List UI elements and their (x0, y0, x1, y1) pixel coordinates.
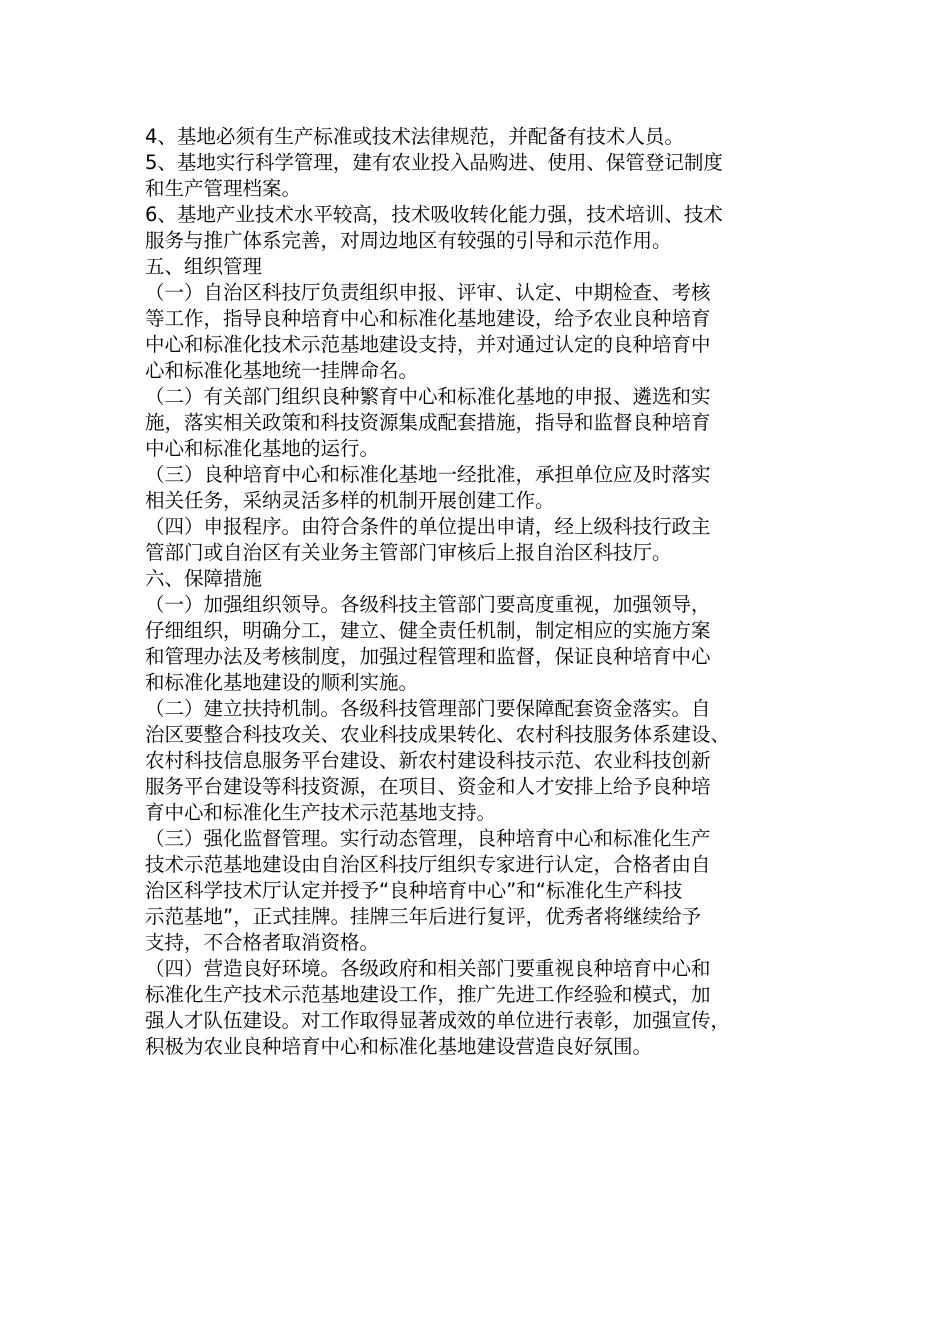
text-line: 标准化生产技术示范基地建设工作，推广先进工作经验和模式，加 (145, 983, 711, 1006)
text-line: 服务平台建设等科技资源，在项目、资金和人才安排上给予良种培 (145, 775, 711, 798)
text-line: 育中心和标准化生产技术示范基地支持。 (145, 801, 497, 824)
text-line: 5、基地实行科学管理，建有农业投入品购进、使用、保管登记制度 (145, 151, 723, 174)
text-line: 施，落实相关政策和科技资源集成配套措施，指导和监督良种培育 (145, 411, 711, 434)
text-line: （二）有关部门组织良种繁育中心和标准化基地的申报、遴选和实 (145, 385, 711, 408)
text-line: （二）建立扶持机制。各级科技管理部门要保障配套资金落实。自 (145, 697, 711, 720)
text-line: 服务与推广体系完善，对周边地区有较强的引导和示范作用。 (145, 229, 672, 252)
text-line: 仔细组织，明确分工，建立、健全责任机制，制定相应的实施方案 (145, 619, 711, 642)
text-line: 和标准化基地建设的顺利实施。 (145, 671, 419, 694)
text-line: 和管理办法及考核制度，加强过程管理和监督，保证良种培育中心 (145, 645, 711, 668)
text-line: 相关任务，采纳灵活多样的机制开展创建工作。 (145, 489, 555, 512)
text-line: 6、基地产业技术水平较高，技术吸收转化能力强，技术培训、技术 (145, 203, 723, 226)
text-line: 支持，不合格者取消资格。 (145, 931, 380, 954)
document-body (145, 124, 825, 1060)
text-line: 心和标准化基地统一挂牌命名。 (145, 359, 419, 382)
text-line: 管部门或自治区有关业务主管部门审核后上报自治区科技厅。 (145, 541, 672, 564)
text-line: 积极为农业良种培育中心和标准化基地建设营造良好氛围。 (145, 1035, 653, 1058)
section-heading: 六、保障措施 (145, 567, 263, 590)
text-line: （三）良种培育中心和标准化基地一经批准，承担单位应及时落实 (145, 463, 711, 486)
text-line: 农村科技信息服务平台建设、新农村建设科技示范、农业科技创新 (145, 749, 711, 772)
text-line: 示范基地”，正式挂牌。挂牌三年后进行复评，优秀者将继续给予 (145, 905, 702, 928)
text-line: （一）自治区科技厅负责组织申报、评审、认定、中期检查、考核 (145, 281, 711, 304)
text-line: 4、基地必须有生产标准或技术法律规范，并配备有技术人员。 (145, 125, 684, 148)
text-line: 中心和标准化基地的运行。 (145, 437, 380, 460)
text-line: 技术示范基地建设由自治区科技厅组织专家进行认定，合格者由自 (145, 853, 711, 876)
text-line: （四）申报程序。由符合条件的单位提出申请，经上级科技行政主 (145, 515, 711, 538)
text-line: 强人才队伍建设。对工作取得显著成效的单位进行表彰，加强宣传， (145, 1009, 731, 1032)
text-line: 等工作，指导良种培育中心和标准化基地建设，给予农业良种培育 (145, 307, 711, 330)
text-line: 治区科学技术厅认定并授予“良种培育中心”和“标准化生产科技 (145, 879, 683, 902)
text-line: 治区要整合科技攻关、农业科技成果转化、农村科技服务体系建设、 (145, 723, 731, 746)
text-line: （四）营造良好环境。各级政府和相关部门要重视良种培育中心和 (145, 957, 711, 980)
text-line: （一）加强组织领导。各级科技主管部门要高度重视，加强领导， (145, 593, 711, 616)
section-heading: 五、组织管理 (145, 255, 263, 278)
text-line: （三）强化监督管理。实行动态管理，良种培育中心和标准化生产 (145, 827, 711, 850)
text-line: 和生产管理档案。 (145, 177, 302, 200)
text-line: 中心和标准化技术示范基地建设支持，并对通过认定的良种培育中 (145, 333, 711, 356)
